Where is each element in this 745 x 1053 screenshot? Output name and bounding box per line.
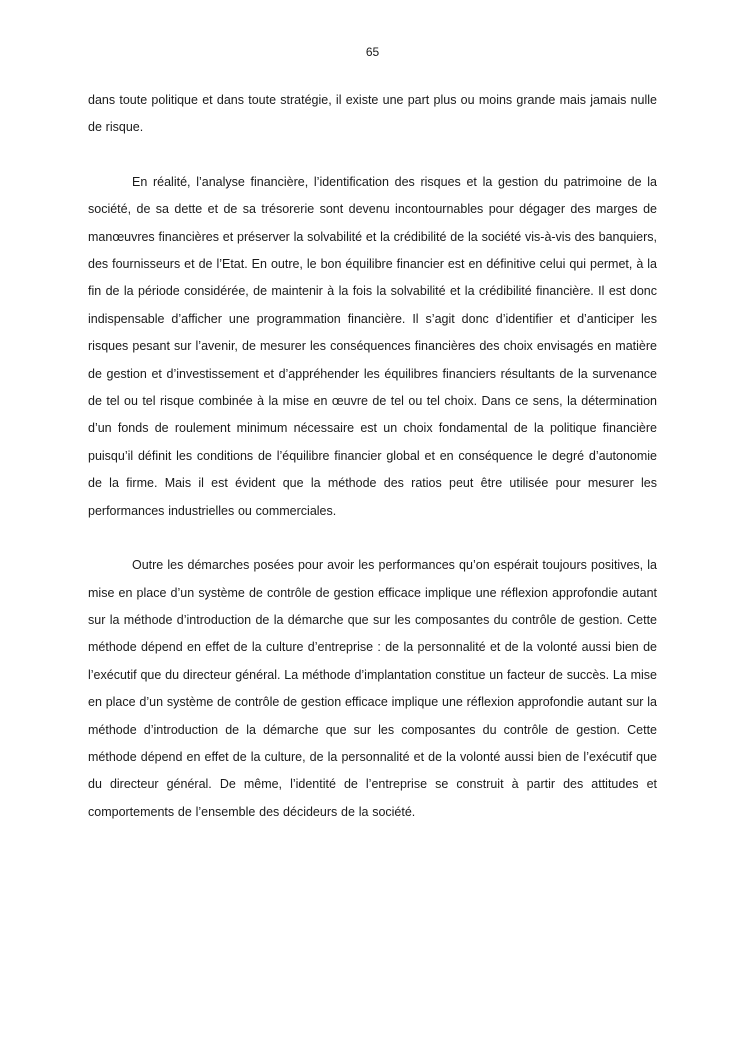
paragraph-gap	[88, 525, 657, 552]
paragraph-gap	[88, 142, 657, 169]
paragraph-1: dans toute politique et dans toute stratégie, il existe une part plus ou moins grande mais jamais nulle de risque.	[88, 93, 657, 135]
page-number: 65	[365, 45, 380, 59]
paragraph-2: En réalité, l’analyse financière, l’identification des risques et la gestion du patrimoine de la société, de sa dette et de sa trésorerie sont devenu incontournables pour dégager des marges de manœuvres financières et préserver la solvabilité et la crédibilité de la société vis-à-vis des banquiers, des fournisseurs et de l’Etat. En outre, le bon équilibre financier est en définitive celui qui permet, à la fin de la période considérée, de maintenir à la fois la solvabilité et la crédibilité financière. Il est donc indispensable d’afficher une programmation financière. Il s’agit donc d’identifier et d’anticiper les risques pesant sur l’avenir, de mesurer les conséquences financières des choix envisagés en matière de gestion et d’investissement et d’appréhender les équilibres financiers résultants de la survenance de tel ou tel risque combinée à la mise en œuvre de tel ou tel choix. Dans ce sens, la détermination d’un fonds de roulement minimum nécessaire est un choix fondamental de la politique financière puisqu’il définit les conditions de l’équilibre financier global et en conséquence le degré d’autonomie de la firme. Mais il est évident que la méthode des ratios peut être utilisée pour mesurer les performances industrielles ou commerciales.	[88, 174, 657, 518]
document-body	[88, 87, 657, 826]
paragraph-3: Outre les démarches posées pour avoir les performances qu’on espérait toujours positives, la mise en place d’un système de contrôle de gestion efficace implique une réflexion approfondie autant sur la méthode d’introduction de la démarche que sur les composantes du contrôle de gestion. Cette méthode dépend en effet de la culture d’entreprise : de la personnalité et de la volonté aussi bien de l’exécutif que du directeur général. La méthode d’implantation constitue un facteur de succès. La mise en place d’un système de contrôle de gestion efficace implique une réflexion approfondie autant sur la méthode d’introduction de la démarche que sur les composantes du contrôle de gestion. Cette méthode dépend en effet de la culture, de la personnalité et de la volonté aussi bien de l’exécutif que du directeur général. De même, l’identité de l’entreprise se construit à partir des attitudes et comportements de l’ensemble des décideurs de la société.	[88, 558, 657, 819]
